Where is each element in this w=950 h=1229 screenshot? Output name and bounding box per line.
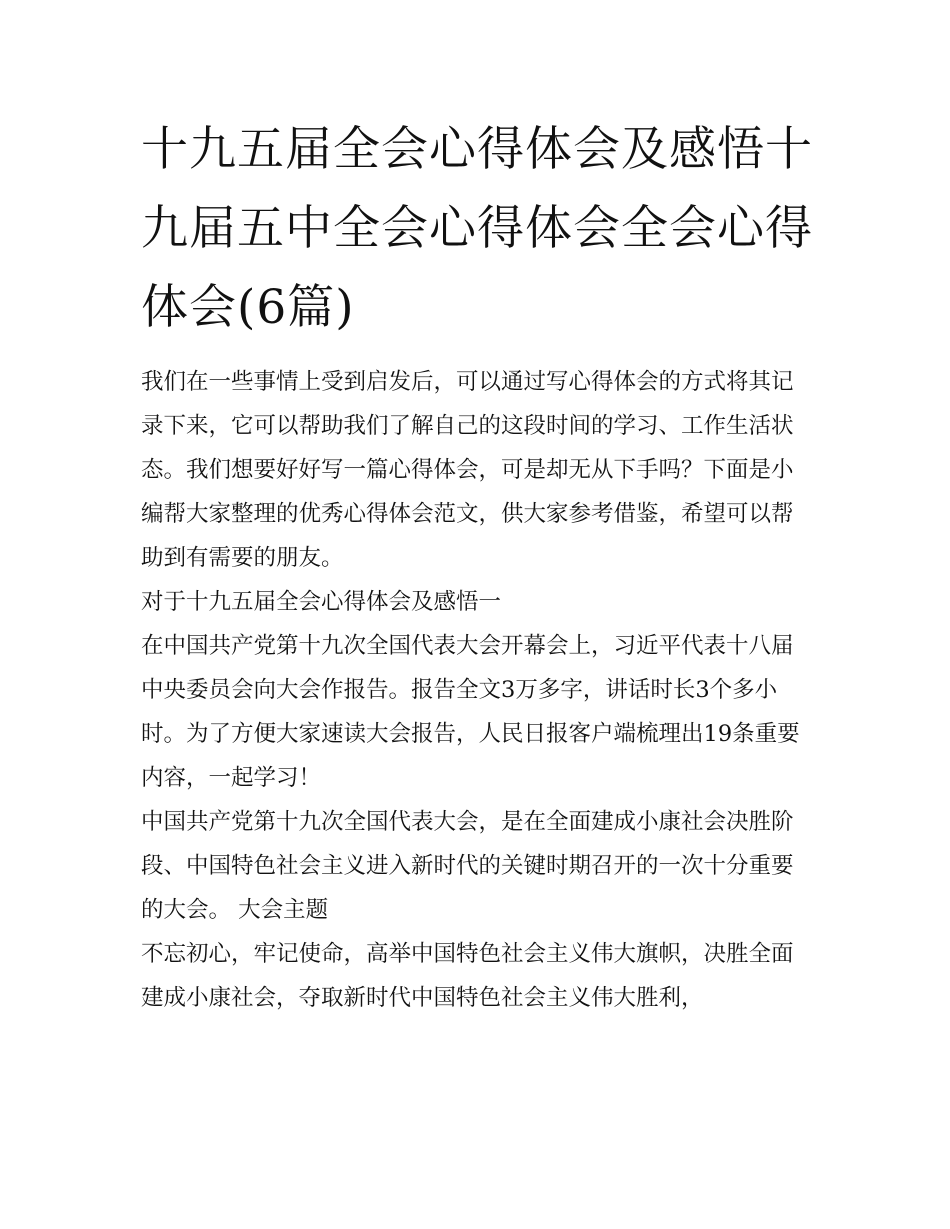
paragraph-intro: 我们在一些事情上受到启发后，可以通过写心得体会的方式将其记录下来，它可以帮助我们了解自己的这段时间的学习、工作生活状态。我们想要好好写一篇心得体会，可是却无从下手吗？下面是小编帮大家整理的优秀心得体会范文，供大家参考借鉴，希望可以帮助到有需要的朋友。 — [141, 369, 794, 571]
paragraph-congress-theme: 不忘初心，牢记使命，高举中国特色社会主义伟大旗帜，决胜全面建成小康社会，夺取新时代中国特色社会主义伟大胜利， — [141, 941, 794, 1011]
paragraph-list — [141, 360, 813, 1020]
document-body — [141, 110, 813, 1020]
paragraph-congress-significance: 中国共产党第十九次全国代表大会，是在全面建成小康社会决胜阶段、中国特色社会主义进入新时代的关键时期召开的一次十分重要的大会。 大会主题 — [141, 809, 794, 923]
section-heading: 对于十九五届全会心得体会及感悟一 — [141, 589, 502, 615]
paragraph-congress-report: 在中国共产党第十九次全国代表大会开幕会上，习近平代表十八届中央委员会向大会作报告。报告全文3万多字，讲话时长3个多小时。为了方便大家速读大会报告，人民日报客户端梳理出19条重要内容，一起学习！ — [141, 633, 800, 791]
document-title: 十九五届全会心得体会及感悟十九届五中全会心得体会全会心得体会(6篇) — [141, 122, 813, 335]
